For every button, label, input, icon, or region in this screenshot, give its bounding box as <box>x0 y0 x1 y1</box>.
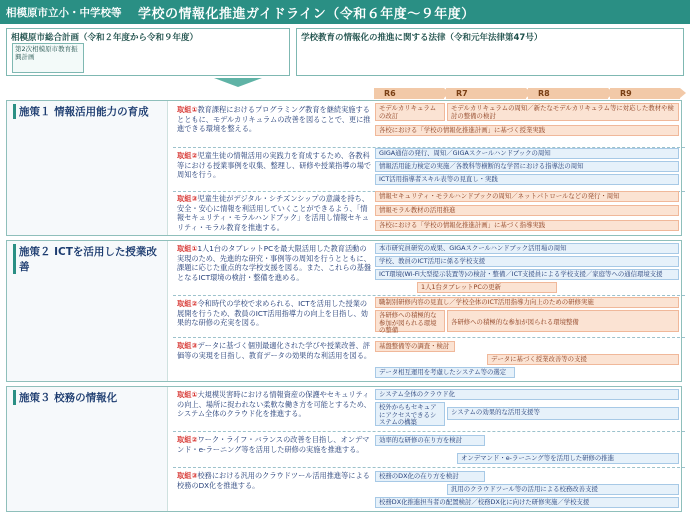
roadmap-bar: モデルカリキュラムの周知／新たなモデルカリキュラム等に対応した教材や検討の整備の検討 <box>447 103 679 121</box>
measure-text: 1人1台のタブレットPCを最大限活用した教育活動の実現のため、先進的な研究・事例等の周知を行うとともに、課題に応じた重点的な学校支援を図る。また、これらの基盤となるICT環境の検討・整備を進める。 <box>177 244 372 282</box>
measure-text: 大規模災害時における情報資産の保護やセキュリティの向上、場所に捉われない柔軟な働き方を可能とするため、システム全体のクラウド化を推進する。 <box>177 390 371 418</box>
roadmap-bar: GIGA通信の発行、周知／GIGAスクールハンドブックの周知 <box>375 148 679 159</box>
policy-1-measure-1 <box>177 105 373 134</box>
measure-text: 校務における汎用のクラウドツール活用推進等による校務のDX化を推進する。 <box>177 471 370 490</box>
roadmap-bar: 各校における「学校の情報化推進計画」に基づく指導実践 <box>375 220 679 231</box>
policy-3-measure-3 <box>177 471 373 490</box>
policy-2-measure-3 <box>177 341 373 360</box>
measure-tag: 取組② <box>177 151 198 160</box>
law-box <box>296 28 684 76</box>
roadmap-bar: 本市研究員研究の成果、GIGAスクールハンドブック活用場の周知 <box>375 243 679 254</box>
roadmap-bar: 校務DX化推進担当者の配置検討／校務DX化に向けた研修実施／学校支援 <box>375 497 679 508</box>
policy-1-title: 施策１ 情報活用能力の育成 <box>13 104 149 119</box>
measure-tag: 取組② <box>177 435 198 444</box>
roadmap-bar: 各研修への積極的な参加が図られる環境整備 <box>447 310 679 332</box>
year-r6: R6 <box>374 88 444 99</box>
roadmap-bar: 各校における「学校の情報化推進計画」に基づく授業実践 <box>375 125 679 136</box>
policy-1-measure-2 <box>177 151 373 180</box>
law-title: 学校教育の情報化の推進に関する法律（令和元年法律第47号） <box>301 33 543 43</box>
measure-tag: 取組③ <box>177 341 198 350</box>
measure-divider <box>173 295 685 296</box>
roadmap-bar: 情報モラル教材の活用推進 <box>375 205 679 216</box>
policy-2-panel <box>6 240 682 382</box>
page-header <box>0 0 690 24</box>
measure-tag: 取組① <box>177 244 198 253</box>
roadmap-bar: 校務のDX化の在り方を検討 <box>375 471 485 482</box>
city-plan-title: 相模原市総合計画（令和２年度から令和９年度） <box>11 33 199 43</box>
measure-tag: 取組① <box>177 390 198 399</box>
policy-2-title: 施策２ ICTを活用した授業改善 <box>13 244 167 274</box>
roadmap-bar: 校外からもセキュアにアクセスできるシステムの構築 <box>375 402 445 426</box>
policy-1-measure-3 <box>177 194 373 232</box>
measure-tag: 取組② <box>177 299 198 308</box>
roadmap-bar: 1人1台タブレットPCの更新 <box>417 282 557 293</box>
policy-2-measure-2 <box>177 299 373 328</box>
roadmap-bar: 各研修への積極的な参加が図られる環境の整備 <box>375 310 445 332</box>
measure-text: ワーク・ライフ・バランスの改善を目指し、オンデマンド・e-ラーニング等を活用した研修の実施を推進する。 <box>177 435 370 454</box>
measure-divider <box>173 337 685 338</box>
measure-text: 児童生徒がデジタル・シチズンシップの意識を持ち、安全・安心に情報を利活用していくことができるよう、「情報セキュリティ・モラルハンドブック」を活用し情報セキュリティ・モラル教育を推進する。 <box>177 194 369 232</box>
policy-3-panel <box>6 386 682 512</box>
roadmap-bar: システム全体のクラウド化 <box>375 389 679 400</box>
measure-divider <box>173 431 685 432</box>
roadmap-bar: 情報活用能力検定の実施／各教科等横断的な学習における指導法の周知 <box>375 161 679 172</box>
policy-3-title: 施策３ 校務の情報化 <box>13 390 117 405</box>
roadmap-bar: 汎用のクラウドツール等の活用による校務改善支援 <box>447 484 679 495</box>
roadmap-bar: 基盤整備等の調査・検討 <box>375 341 455 352</box>
roadmap-bar: モデルカリキュラムの改訂 <box>375 103 445 121</box>
measure-tag: 取組③ <box>177 194 198 203</box>
measure-tag: 取組① <box>177 105 198 114</box>
measure-text: 児童生徒の情報活用の実践力を育成するため、各教科等における授業事例を収集、整理し、研修や授業指導の場で周知を行う。 <box>177 151 372 179</box>
year-r8: R8 <box>528 88 608 99</box>
measure-text: 令和時代の学校で求められる、ICTを活用した授業の展開を行うため、教員のICT活用指導力の向上を目指し、効果的な研修の充実を図る。 <box>177 299 368 327</box>
roadmap-bar: データに基づく授業改善等の支援 <box>487 354 679 365</box>
policy-1-label-column <box>7 101 168 235</box>
policy-2-measure-1 <box>177 244 373 282</box>
roadmap-bar: 情報セキュリティ・モラルハンドブックの周知／ネットパトロールなどの発行・周知 <box>375 191 679 202</box>
policy-3-measure-2 <box>177 435 373 454</box>
organization-name: 相模原市立小・中学校等 <box>6 7 122 19</box>
education-plan-subbox <box>12 43 84 73</box>
measure-divider <box>173 467 685 468</box>
measure-text: データに基づく個別最適化された学びや授業改善、評価等の実現を目指し、教育データの効果的な利活用を図る。 <box>177 341 372 360</box>
roadmap-bar: オンデマンド・e-ラーニング等を活用した研修の推進 <box>457 453 679 464</box>
education-plan-title: 第2次相模原市教育振興計画 <box>15 45 78 61</box>
measure-text: 教育課程におけるプログラミング教育を継続実施するとともに、モデルカリキュラムの改善を図ることで、更に推進できる環境を整える。 <box>177 105 371 133</box>
year-r9: R9 <box>610 88 680 99</box>
year-r7: R7 <box>446 88 526 99</box>
roadmap-bar: データ相互運用を考慮したシステム等の選定 <box>375 367 515 378</box>
measure-tag: 取組③ <box>177 471 198 480</box>
roadmap-bar: 学校、教員のICT活用に係る学校支援 <box>375 256 679 267</box>
policy-2-label-column <box>7 241 168 381</box>
roadmap-bar: システムの効果的な活用支援等 <box>447 407 679 420</box>
roadmap-bar: ICT活用指導者スキル表等の見直し・実践 <box>375 174 679 185</box>
policy-1-panel <box>6 100 682 236</box>
roadmap-bar: ICT環境(Wi-Fi大型提示装置等)の検討・整備／ICT支援員による学校支援／家庭等への通信環境支援 <box>375 269 679 280</box>
down-arrow-icon <box>214 78 262 87</box>
policy-3-label-column <box>7 387 168 511</box>
roadmap-bar: 職制別研修内容の見直し／学校全体のICT活用指導力向上のための研修実施 <box>375 297 679 308</box>
policy-3-measure-1 <box>177 390 373 419</box>
page-title: 学校の情報化推進ガイドライン（令和６年度〜９年度） <box>138 7 475 22</box>
city-plan-box <box>6 28 290 76</box>
roadmap-bar: 効率的な研修の在り方を検討 <box>375 435 485 446</box>
